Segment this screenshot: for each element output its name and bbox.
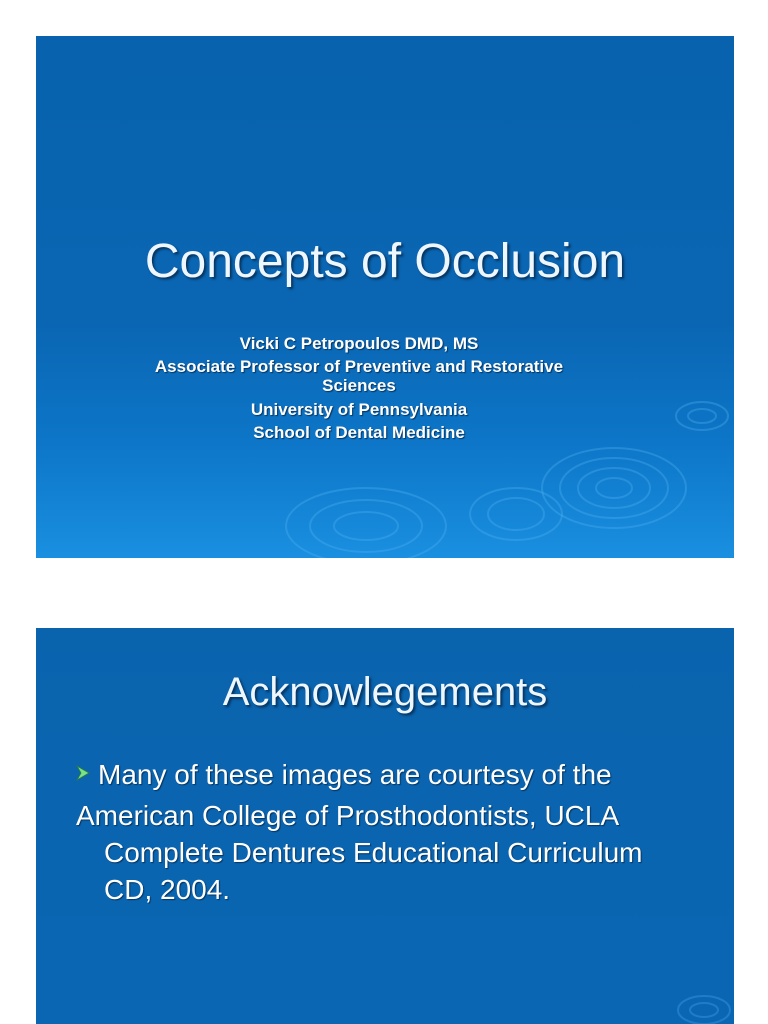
presenter-name: Vicki C Petropoulos DMD, MS bbox=[239, 334, 479, 353]
ripple-decoration bbox=[36, 36, 734, 558]
acknowledgements-slide bbox=[36, 628, 734, 1024]
title-slide bbox=[36, 36, 734, 558]
slide-title: Concepts of Occlusion bbox=[144, 235, 626, 288]
continuation-text: American College of Prosthodontists, UCLA Complete Dentures Educational Curriculum CD, 2004. bbox=[76, 800, 643, 905]
arrowhead-bullet-icon bbox=[76, 757, 90, 794]
presenter-position: Associate Professor of Preventive and Restorative Sciences bbox=[154, 357, 564, 395]
bullet-text: Many of these images are courtesy of the bbox=[98, 759, 612, 790]
slide-title: Acknowlegements bbox=[222, 670, 548, 714]
presenter-school: School of Dental Medicine bbox=[253, 423, 465, 442]
bullet-item bbox=[76, 756, 696, 797]
acknowledgement-body bbox=[76, 756, 696, 908]
presenter-info bbox=[116, 334, 602, 446]
presenter-university: University of Pennsylvania bbox=[250, 400, 468, 419]
